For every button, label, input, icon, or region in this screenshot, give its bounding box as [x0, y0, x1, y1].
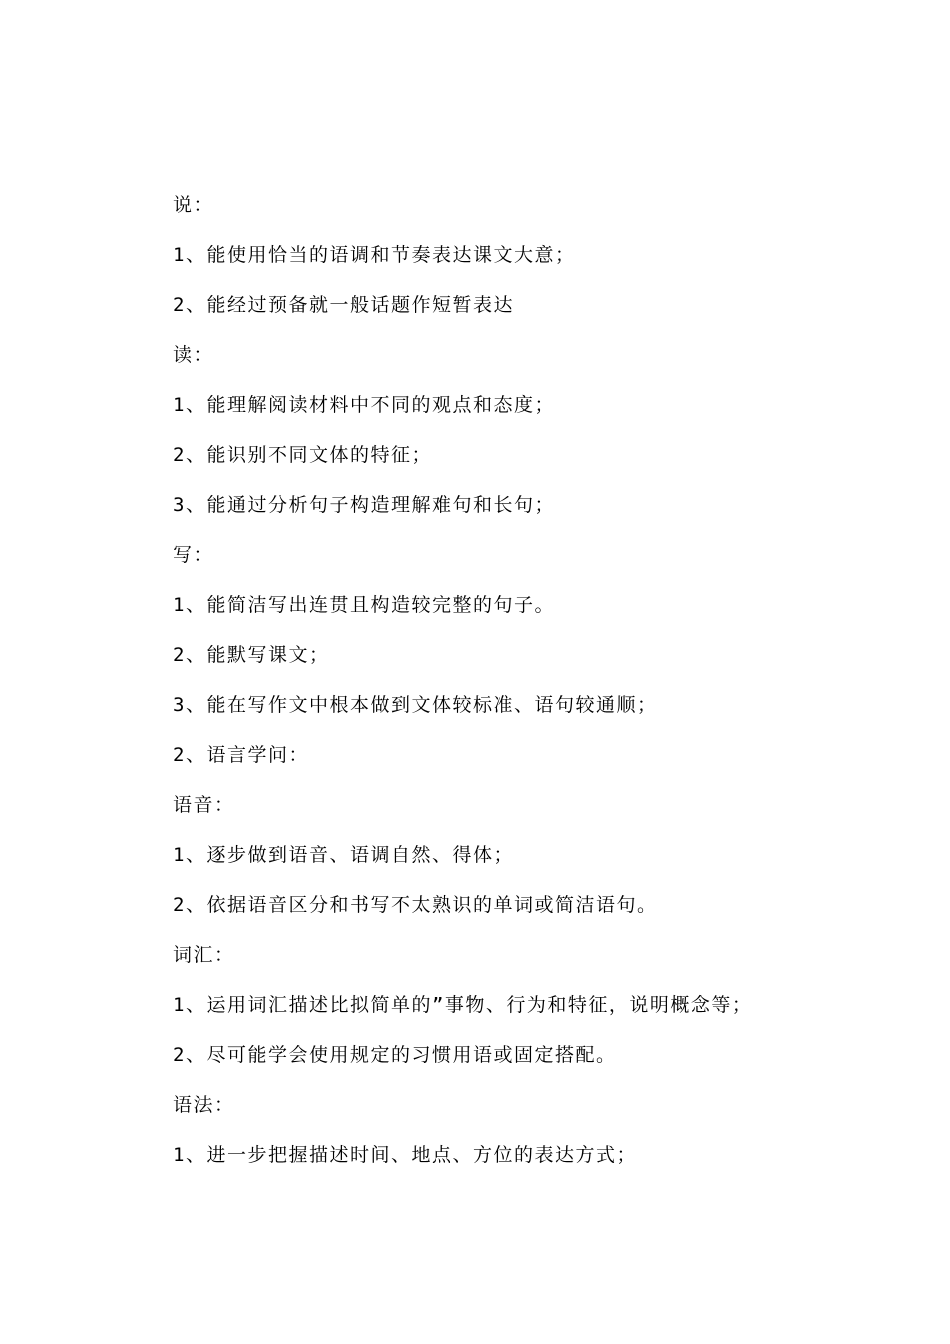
- paragraph-line: 1、能理解阅读材料中不同的观点和态度；: [173, 394, 555, 416]
- paragraph-line: 3、能通过分析句子构造理解难句和长句；: [173, 494, 555, 516]
- paragraph-line: 1、进一步把握描述时间、地点、方位的表达方式；: [173, 1144, 637, 1166]
- section-heading-grammar: 语法：: [173, 1094, 235, 1116]
- paragraph-line: 1、能简洁写出连贯且构造较完整的句子。: [173, 594, 555, 616]
- paragraph-line: 2、能默写课文；: [173, 644, 330, 666]
- paragraph-line: 2、能经过预备就一般话题作短暂表达: [173, 294, 514, 316]
- section-heading-speaking: 说：: [173, 194, 215, 216]
- paragraph-line: 1、能使用恰当的语调和节奏表达课文大意；: [173, 244, 576, 266]
- paragraph-line: 3、能在写作文中根本做到文体较标准、语句较通顺；: [173, 694, 658, 716]
- section-heading-writing: 写：: [173, 544, 215, 566]
- section-heading-pronunciation: 语音：: [173, 794, 235, 816]
- paragraph-line: 2、尽可能学会使用规定的习惯用语或固定搭配。: [173, 1044, 617, 1066]
- paragraph-line: 2、依据语音区分和书写不太熟识的单词或简洁语句。: [173, 894, 658, 916]
- paragraph-line: 1、逐步做到语音、语调自然、得体；: [173, 844, 514, 866]
- paragraph-line: 1、运用词汇描述比拟简单的”事物、行为和特征，说明概念等；: [173, 994, 753, 1016]
- section-heading-vocabulary: 词汇：: [173, 944, 235, 966]
- paragraph-line: 2、能识别不同文体的特征；: [173, 444, 432, 466]
- section-heading-reading: 读：: [173, 344, 215, 366]
- document-body: [173, 190, 873, 1190]
- section-heading-language-knowledge: 2、语言学问：: [173, 744, 309, 766]
